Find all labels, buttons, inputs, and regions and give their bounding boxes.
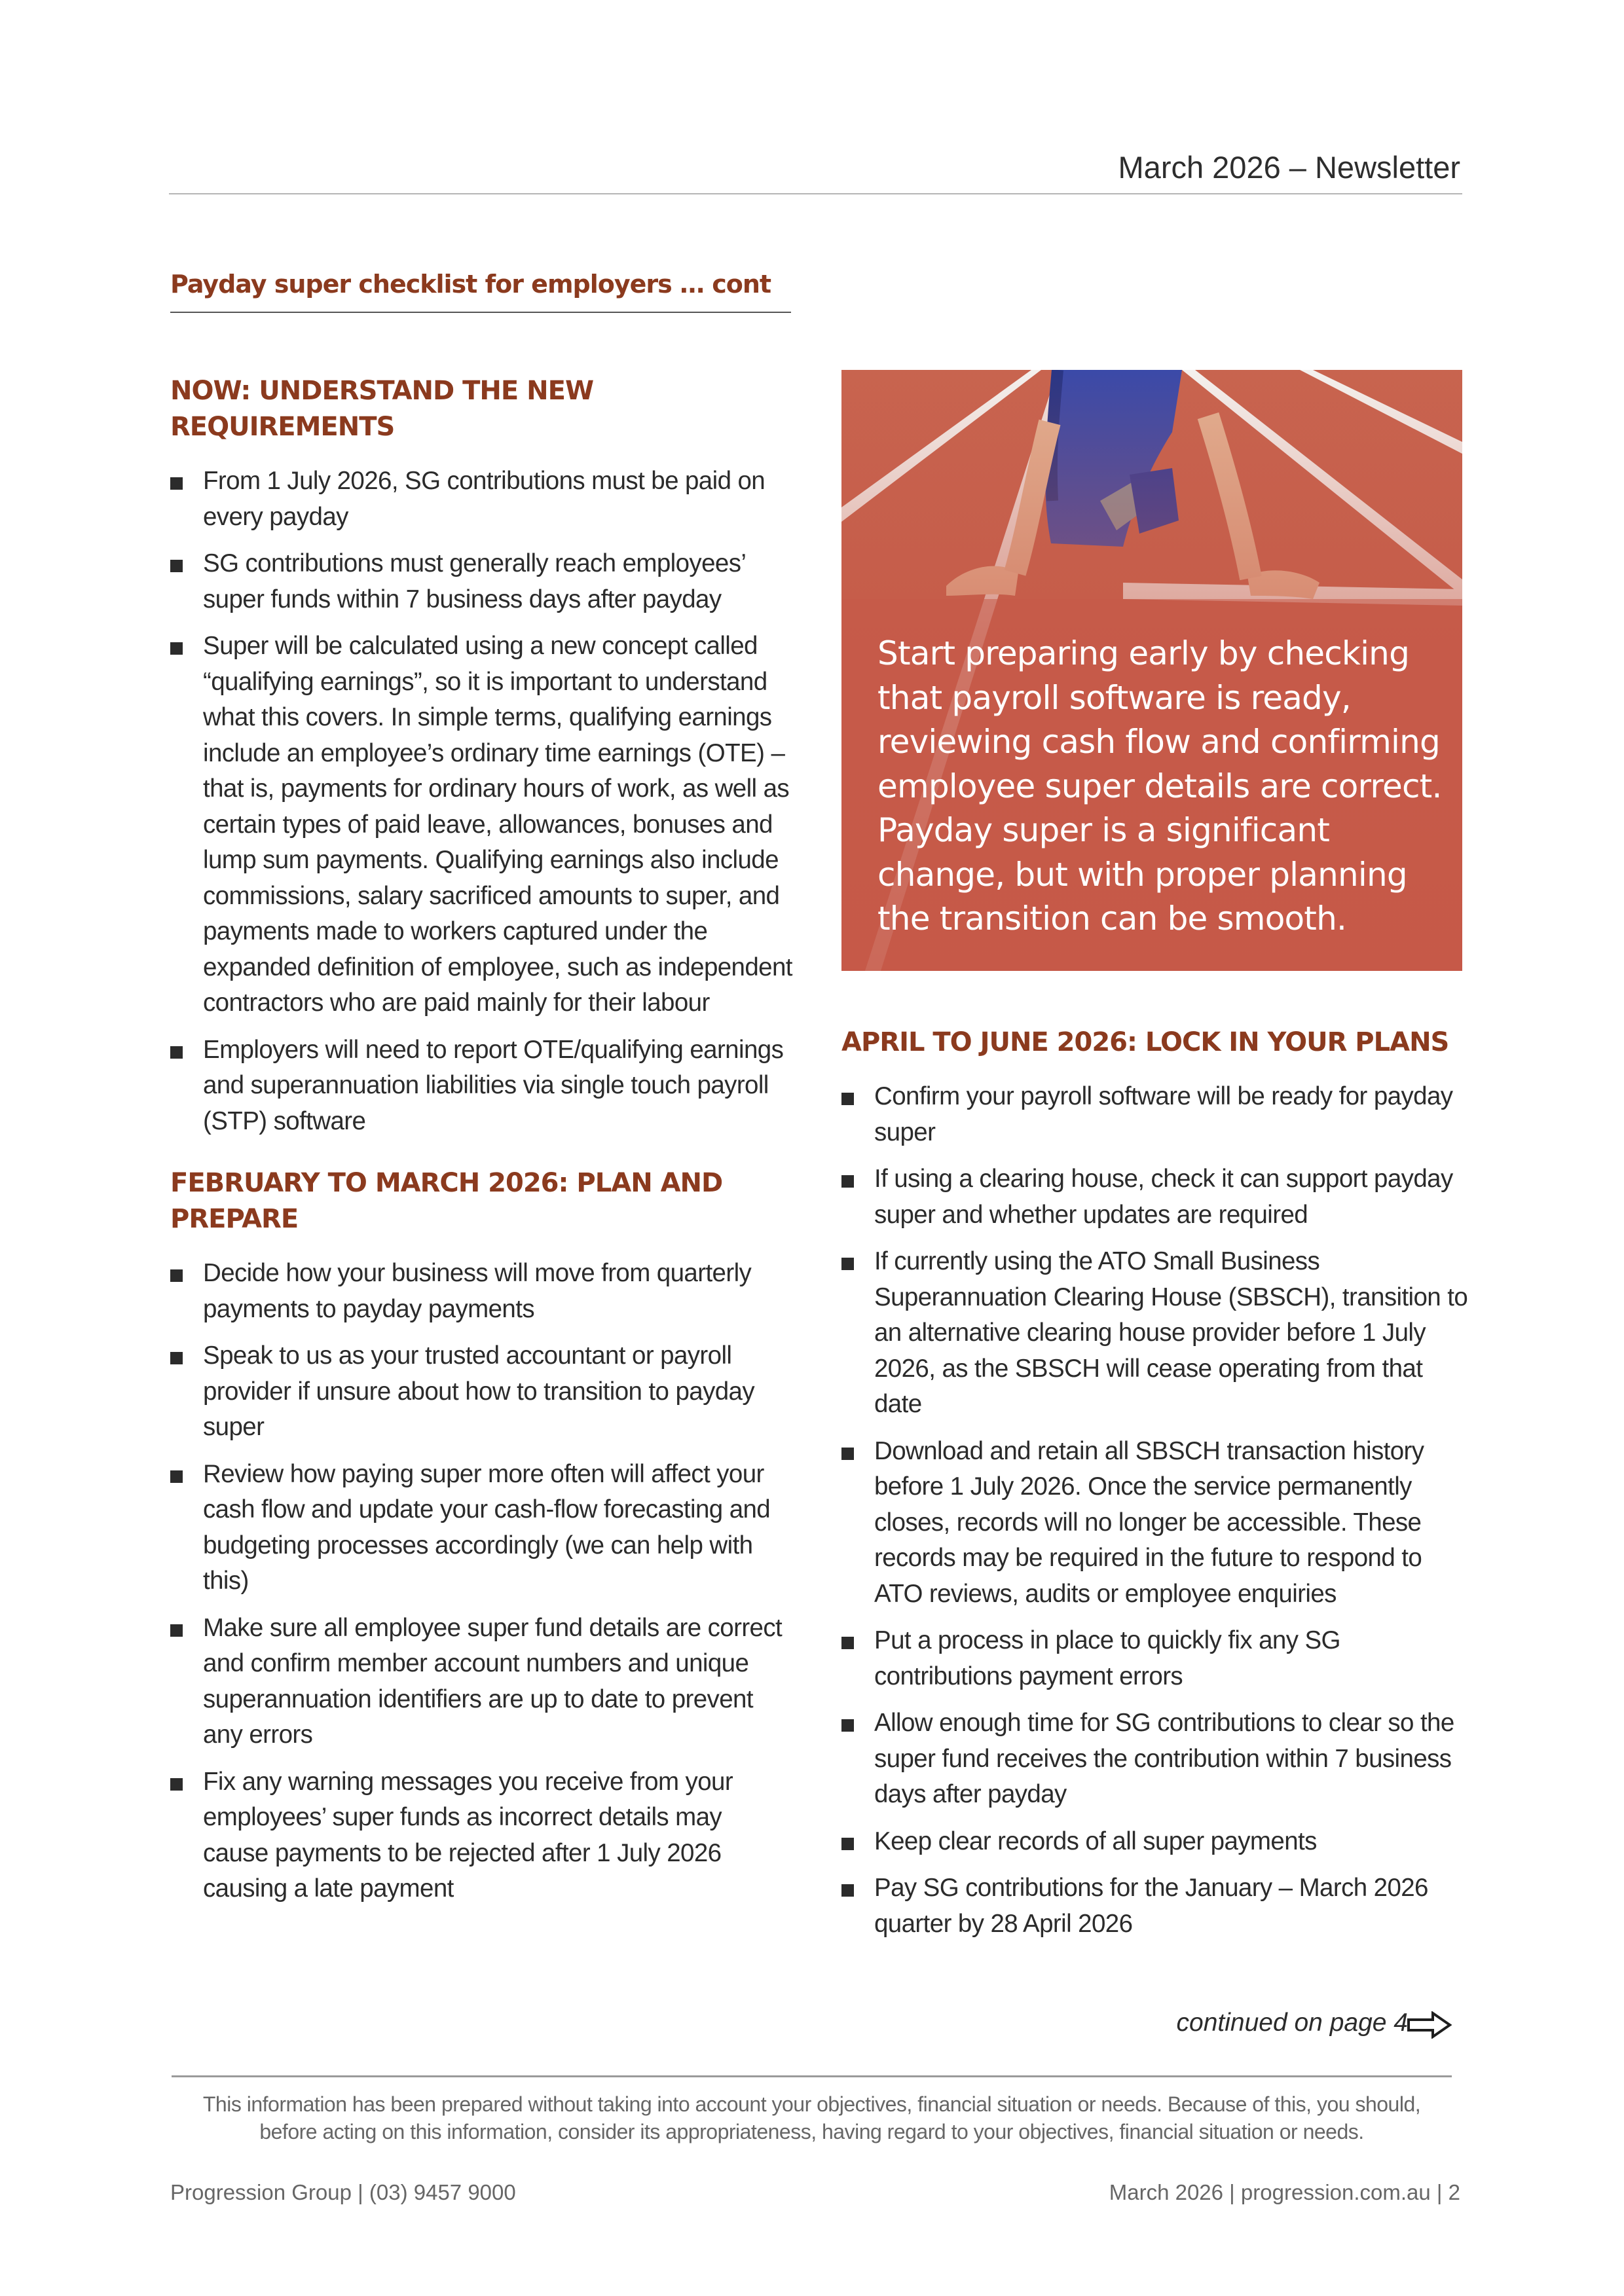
bullet-square-icon: [841, 1719, 854, 1732]
list-item: Decide how your business will move from quarterly payments to payday payments: [170, 1256, 792, 1327]
footer-divider: [172, 2075, 1452, 2077]
header-divider: [169, 193, 1462, 194]
bullet-square-icon: [170, 477, 183, 490]
list-item: Confirm your payroll software will be ready for payday super: [841, 1079, 1470, 1150]
list-item: Pay SG contributions for the January – March 2026 quarter by 28 April 2026: [841, 1870, 1470, 1942]
bullet-square-icon: [170, 560, 183, 572]
list-item: If currently using the ATO Small Business Superannuation Clearing House (SBSCH), transition to an alternative clearing house provider before 1 July 2026, as the SBSCH will cease operating from that date: [841, 1244, 1470, 1423]
bullet-list-now: [170, 464, 792, 1139]
list-item: Download and retain all SBSCH transaction history before 1 July 2026. Once the service permanently closes, records will no longer be accessible. These records may be required in the future to respond to ATO reviews, audits or employee enquiries: [841, 1434, 1470, 1613]
list-item: Super will be calculated using a new concept called “qualifying earnings”, so it is important to understand what this covers. In simple terms, qualifying earnings include an employee’s ordinary time earnings (OTE) – that is, payments for ordinary hours of work, as well as certain types of paid leave, allowances, bonuses and lump sum payments. Qualifying earnings also include commissions, salary sacrificed amounts to super, and payments made to workers captured under the expanded definition of employee, such as independent contractors who are paid mainly for their labour: [170, 629, 792, 1021]
list-item: Keep clear records of all super payments: [841, 1824, 1470, 1860]
bullet-square-icon: [841, 1175, 854, 1188]
footer-company-phone: Progression Group | (03) 9457 9000: [170, 2180, 516, 2204]
list-item: Make sure all employee super fund details are correct and confirm member account numbers and unique superannuation identifiers are up to date to prevent any errors: [170, 1611, 792, 1753]
section-title: Payday super checklist for employers … cont: [170, 270, 771, 299]
list-item: Put a process in place to quickly fix any SG contributions payment errors: [841, 1623, 1470, 1694]
bullet-square-icon: [170, 1778, 183, 1791]
list-item: Fix any warning messages you receive from your employees’ super funds as incorrect details may cause payments to be rejected after 1 July 2026 causing a late payment: [170, 1764, 792, 1907]
bullet-square-icon: [841, 1637, 854, 1649]
list-item: SG contributions must generally reach employees’ super funds within 7 business days after payday: [170, 546, 792, 617]
bullet-square-icon: [170, 1046, 183, 1059]
subheading-now: NOW: UNDERSTAND THE NEW REQUIREMENTS: [170, 376, 594, 442]
bullet-square-icon: [841, 1093, 854, 1105]
list-item: Allow enough time for SG contributions to clear so the super fund receives the contribution within 7 business days after payday: [841, 1705, 1470, 1813]
section-title-underline: [170, 312, 791, 313]
bullet-square-icon: [170, 1352, 183, 1364]
bullet-square-icon: [841, 1838, 854, 1850]
subheading-feb-march: FEBRUARY TO MARCH 2026: PLAN AND PREPARE: [170, 1168, 723, 1234]
bullet-square-icon: [170, 1269, 183, 1282]
bullet-square-icon: [170, 642, 183, 655]
list-item: From 1 July 2026, SG contributions must be paid on every payday: [170, 464, 792, 535]
bullet-square-icon: [841, 1258, 854, 1270]
list-item: Employers will need to report OTE/qualifying earnings and superannuation liabilities via single touch payroll (STP) software: [170, 1032, 792, 1140]
list-item: Speak to us as your trusted accountant or payroll provider if unsure about how to transition to payday super: [170, 1338, 792, 1446]
continued-link[interactable]: continued on page 4: [1176, 2009, 1408, 2037]
footer-date-website-page: March 2026 | progression.com.au | 2: [1109, 2180, 1460, 2204]
list-item: If using a clearing house, check it can support payday super and whether updates are required: [841, 1161, 1470, 1233]
bullet-square-icon: [841, 1448, 854, 1460]
callout-quote: Start preparing early by checking that payroll software is ready, reviewing cash flow and confirming employee super details are correct. Payday super is a significant change, but with proper planning the transition can be smooth.: [877, 634, 1442, 938]
subheading-april-june: APRIL TO JUNE 2026: LOCK IN YOUR PLANS: [841, 1027, 1449, 1057]
bullet-square-icon: [841, 1884, 854, 1897]
bullet-list-april-june: [841, 1079, 1470, 1942]
disclaimer-text: This information has been prepared without taking into account your objectives, financial situation or needs. Because of this, you should, before acting on this information, consider its appropriateness, having regard to your objectives, financial situation or needs.: [202, 2092, 1421, 2143]
bullet-square-icon: [170, 1624, 183, 1637]
left-column: [170, 373, 792, 1933]
arrow-right-icon[interactable]: [1407, 2011, 1452, 2039]
list-item: Review how paying super more often will affect your cash flow and update your cash-flow forecasting and budgeting processes accordingly (we can help with this): [170, 1457, 792, 1599]
bullet-list-feb-march: [170, 1256, 792, 1907]
right-column: [841, 1025, 1470, 1968]
bullet-square-icon: [170, 1470, 183, 1483]
newsletter-header-title: March 2026 – Newsletter: [1118, 150, 1460, 185]
